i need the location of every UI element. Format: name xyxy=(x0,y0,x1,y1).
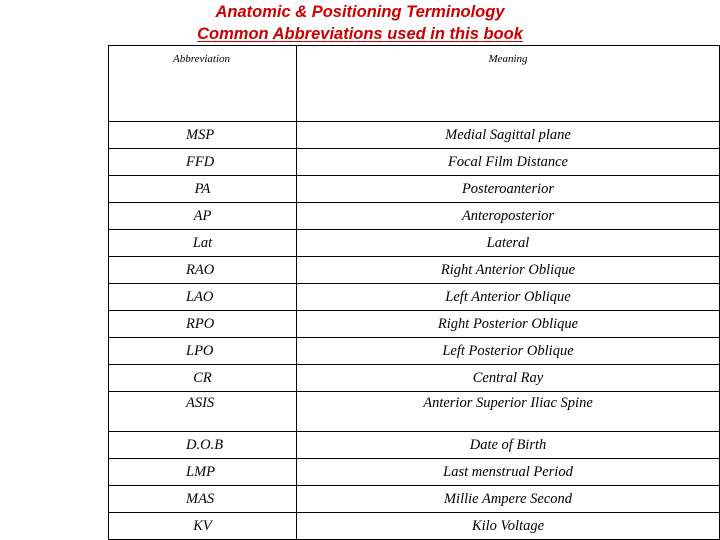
abbreviation-cell: AP xyxy=(109,203,297,230)
abbreviation-cell: Lat xyxy=(109,230,297,257)
meaning-cell: Anterior Superior Iliac Spine xyxy=(297,392,720,432)
abbreviation-cell: FFD xyxy=(109,149,297,176)
meaning-cell: Date of Birth xyxy=(297,432,720,459)
table-row xyxy=(109,230,720,257)
table-row xyxy=(109,257,720,284)
abbreviation-cell: D.O.B xyxy=(109,432,297,459)
abbreviation-cell: LPO xyxy=(109,338,297,365)
table-row xyxy=(109,365,720,392)
abbreviation-cell: LAO xyxy=(109,284,297,311)
meaning-cell: Last menstrual Period xyxy=(297,459,720,486)
meaning-cell: Lateral xyxy=(297,230,720,257)
abbreviation-cell: RPO xyxy=(109,311,297,338)
abbreviation-cell: ASIS xyxy=(109,392,297,432)
page-title: Anatomic & Positioning Terminology xyxy=(215,3,505,21)
table-row xyxy=(109,392,720,432)
table-row xyxy=(109,176,720,203)
table-row xyxy=(109,513,720,540)
column-header-meaning: Meaning xyxy=(297,46,720,122)
abbreviation-cell: LMP xyxy=(109,459,297,486)
meaning-cell: Right Anterior Oblique xyxy=(297,257,720,284)
meaning-cell: Focal Film Distance xyxy=(297,149,720,176)
table-header-row xyxy=(109,46,720,122)
table-row xyxy=(109,311,720,338)
table-row xyxy=(109,432,720,459)
page-subtitle: Common Abbreviations used in this book xyxy=(197,25,523,43)
meaning-cell: Left Posterior Oblique xyxy=(297,338,720,365)
meaning-cell: Millie Ampere Second xyxy=(297,486,720,513)
meaning-cell: Left Anterior Oblique xyxy=(297,284,720,311)
table-row xyxy=(109,284,720,311)
abbreviation-cell: RAO xyxy=(109,257,297,284)
table-row xyxy=(109,338,720,365)
meaning-cell: Kilo Voltage xyxy=(297,513,720,540)
column-header-abbreviation: Abbreviation xyxy=(109,46,297,122)
meaning-cell: Central Ray xyxy=(297,365,720,392)
abbreviation-cell: MAS xyxy=(109,486,297,513)
meaning-cell: Medial Sagittal plane xyxy=(297,122,720,149)
table-row xyxy=(109,122,720,149)
abbreviation-cell: PA xyxy=(109,176,297,203)
table-row xyxy=(109,203,720,230)
table-row xyxy=(109,459,720,486)
abbreviations-table xyxy=(108,45,720,540)
meaning-cell: Posteroanterior xyxy=(297,176,720,203)
meaning-cell: Right Posterior Oblique xyxy=(297,311,720,338)
table-row xyxy=(109,486,720,513)
abbreviation-cell: CR xyxy=(109,365,297,392)
meaning-cell: Anteroposterior xyxy=(297,203,720,230)
table-row xyxy=(109,149,720,176)
abbreviation-cell: KV xyxy=(109,513,297,540)
abbreviation-cell: MSP xyxy=(109,122,297,149)
